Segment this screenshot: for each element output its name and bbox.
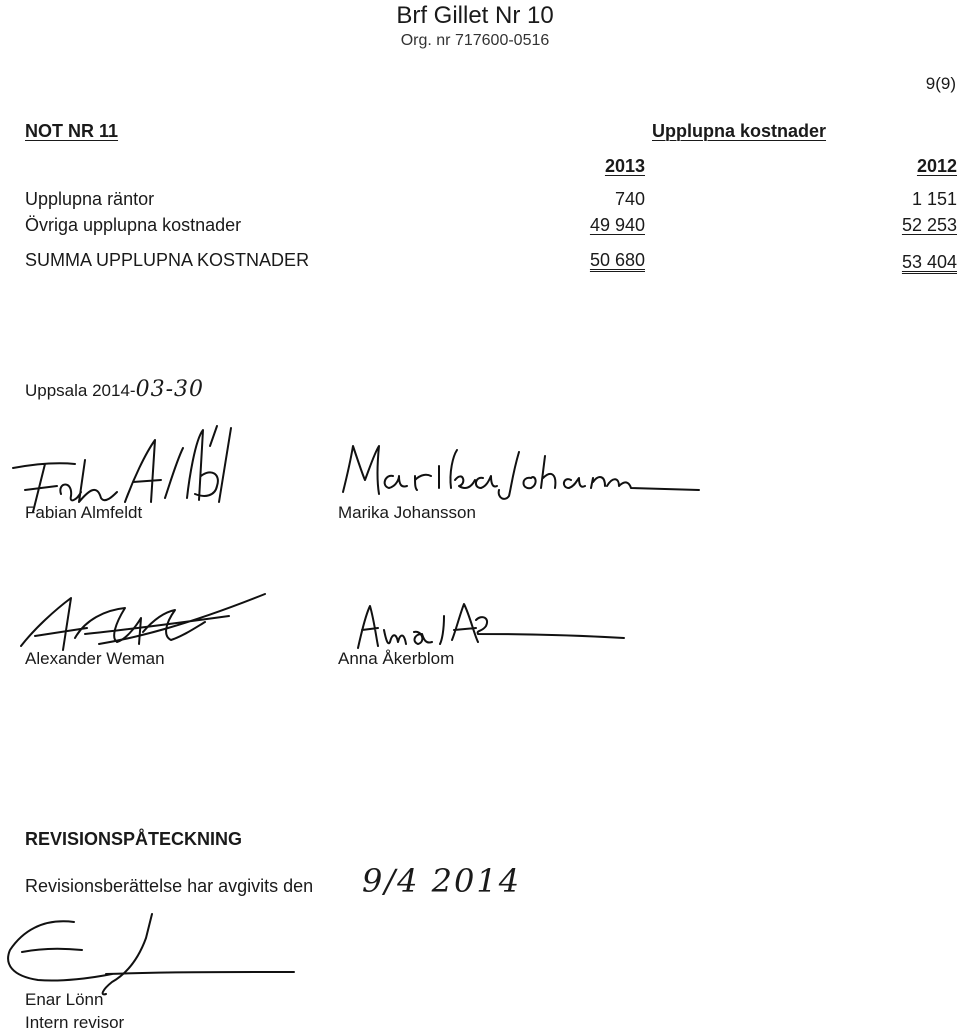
page-number: 9(9) [925, 74, 956, 93]
row-value-2013: 740 [614, 189, 645, 209]
note-label: NOT NR 11 [25, 121, 119, 141]
row-value-2012: 52 253 [901, 215, 957, 235]
association-name: Brf Gillet Nr 10 [396, 2, 554, 29]
place-date-printed: Uppsala 2014- [25, 381, 136, 400]
col-header-2012: 2012 [916, 156, 957, 176]
place-date [25, 377, 204, 402]
note-title: Upplupna kostnader [652, 121, 827, 141]
row-value-2012: 1 151 [911, 189, 957, 209]
signatory-name: Fabian Almfeldt [25, 503, 143, 522]
total-value-2012: 53 404 [901, 252, 957, 272]
audit-handwritten-date: 9/4 2014 [362, 862, 522, 900]
col-header-2013: 2013 [604, 156, 645, 176]
audit-statement: Revisionsberättelse har avgivits den [25, 876, 314, 896]
place-date-handwritten: 03-30 [135, 377, 204, 402]
row-label: Upplupna räntor [25, 189, 155, 209]
audit-heading: REVISIONSPÅTECKNING [25, 829, 243, 849]
total-label: SUMMA UPPLUPNA KOSTNADER [25, 250, 310, 270]
signatory-name: Anna Åkerblom [338, 649, 455, 668]
signature-alexander-weman [15, 588, 270, 658]
auditor-role: Intern revisor [25, 1013, 125, 1032]
org-number: Org. nr 717600-0516 [400, 32, 550, 49]
signatory-name: Marika Johansson [338, 503, 476, 522]
signatory-name: Alexander Weman [25, 649, 165, 668]
row-label: Övriga upplupna kostnader [25, 215, 242, 235]
total-value-2013: 50 680 [589, 250, 645, 270]
signature-marika-johansson [335, 436, 705, 506]
auditor-name: Enar Lönn [25, 990, 104, 1009]
signature-enar-lonn [2, 910, 302, 1000]
row-value-2013: 49 940 [589, 215, 645, 235]
